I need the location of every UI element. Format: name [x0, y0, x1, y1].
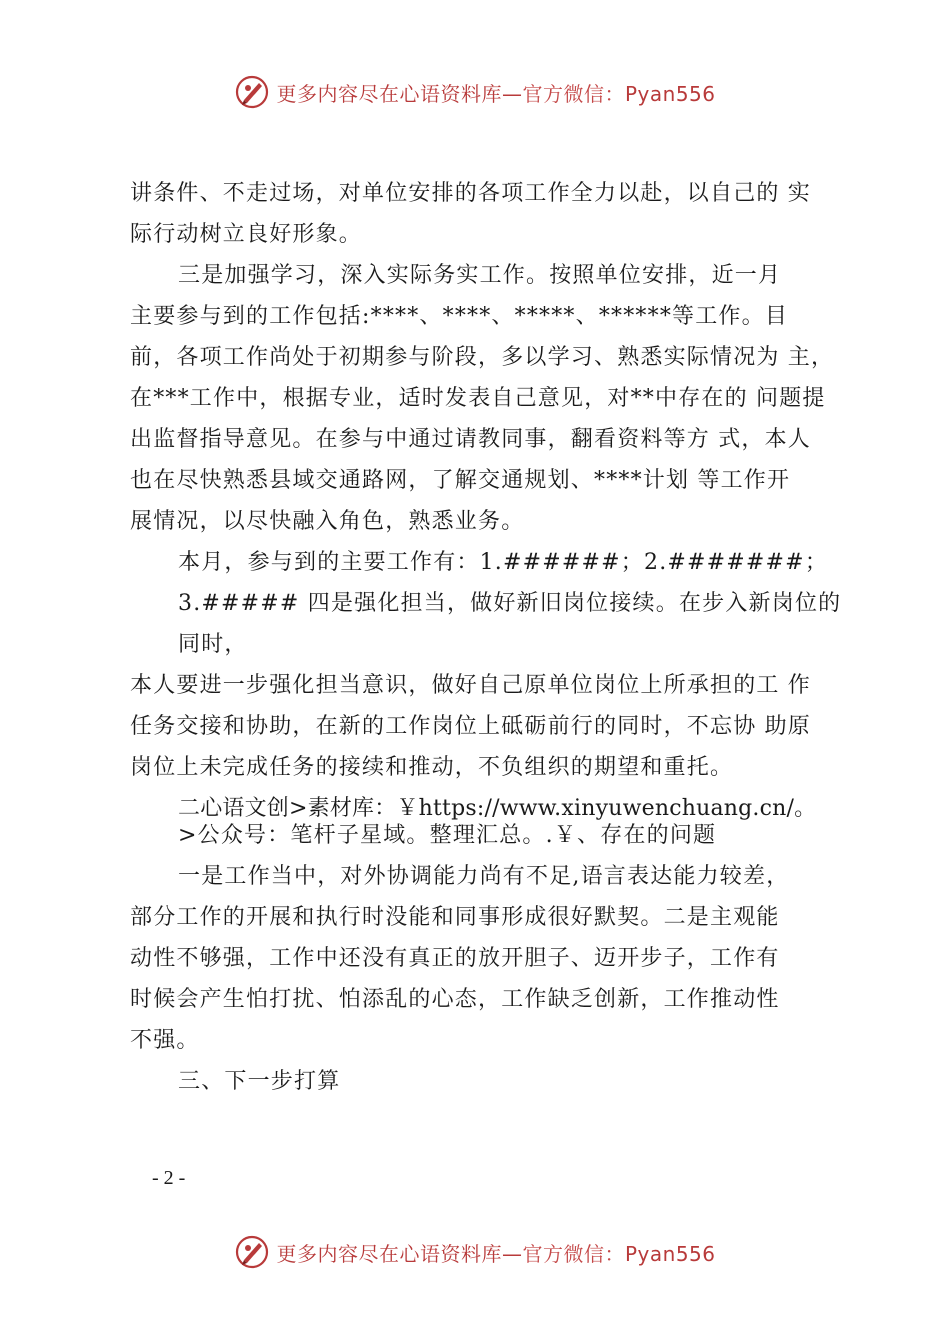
- page-number: - 2 -: [152, 1167, 186, 1189]
- paragraph-line: 部分工作的开展和执行时没能和同事形成很好默契。二是主观能: [130, 905, 780, 930]
- paragraph-line: 在***工作中，根据专业，适时发表自己意见，对**中存在的 问题提: [130, 386, 826, 411]
- paragraph-line: 三是加强学习，深入实际务实工作。按照单位安排，近一月: [178, 263, 782, 288]
- paragraph-line: 时候会产生怕打扰、怕添乱的心态，工作缺乏创新，工作推动性: [130, 987, 780, 1012]
- paragraph-line: 主要参与到的工作包括:****、****、*****、******等工作。目: [130, 304, 789, 329]
- paragraph-line: 3.##### 四是强化担当，做好新旧岗位接续。在步入新岗位的: [178, 591, 842, 616]
- footer-watermark-banner: [0, 1230, 950, 1274]
- footer-banner-text: 更多内容尽在心语资料库—官方微信：Pyan556: [276, 1241, 716, 1266]
- paragraph-line: 不强。: [130, 1028, 200, 1053]
- paragraph-line: 出监督指导意见。在参与中通过请教同事，翻看资料等方 式，本人: [130, 427, 811, 452]
- paragraph-line: 动性不够强，工作中还没有真正的放开胆子、迈开步子，工作有: [130, 946, 780, 971]
- pen-logo-icon: [234, 74, 270, 110]
- paragraph-line: >公众号：笔杆子星域。整理汇总。.￥、存在的问题: [178, 823, 717, 848]
- header-banner-text: 更多内容尽在心语资料库—官方微信：Pyan556: [276, 81, 716, 106]
- paragraph-line: 二心语文创>素材库：￥https://www.xinyuwenchuang.cn/。: [178, 796, 817, 821]
- pen-logo-icon: [234, 1234, 270, 1270]
- paragraph-line: 本月，参与到的主要工作有：1.######；2.#######；: [178, 550, 829, 575]
- paragraph-line: 岗位上未完成任务的接续和推动，不负组织的期望和重托。: [130, 755, 734, 780]
- paragraph-line: 展情况，以尽快融入角色，熟悉业务。: [130, 509, 525, 534]
- paragraph-line: 际行动树立良好形象。: [130, 222, 363, 247]
- section-heading: 三、下一步打算: [178, 1069, 341, 1094]
- paragraph-line: 一是工作当中，对外协调能力尚有不足,语言表达能力较差，: [178, 864, 790, 889]
- paragraph-line: 本人要进一步强化担当意识，做好自己原单位岗位上所承担的工 作: [130, 673, 811, 698]
- paragraph-line: 讲条件、不走过场，对单位安排的各项工作全力以赴，以自己的 实: [130, 181, 811, 206]
- paragraph-line: 前，各项工作尚处于初期参与阶段，多以学习、熟悉实际情况为 主，: [130, 345, 835, 370]
- paragraph-line: 任务交接和协助，在新的工作岗位上砥砺前行的同时，不忘协 助原: [130, 714, 811, 739]
- header-watermark-banner: [0, 70, 950, 114]
- paragraph-line: 同时，: [178, 632, 248, 657]
- paragraph-line: 也在尽快熟悉县域交通路网，了解交通规划、****计划 等工作开: [130, 468, 791, 493]
